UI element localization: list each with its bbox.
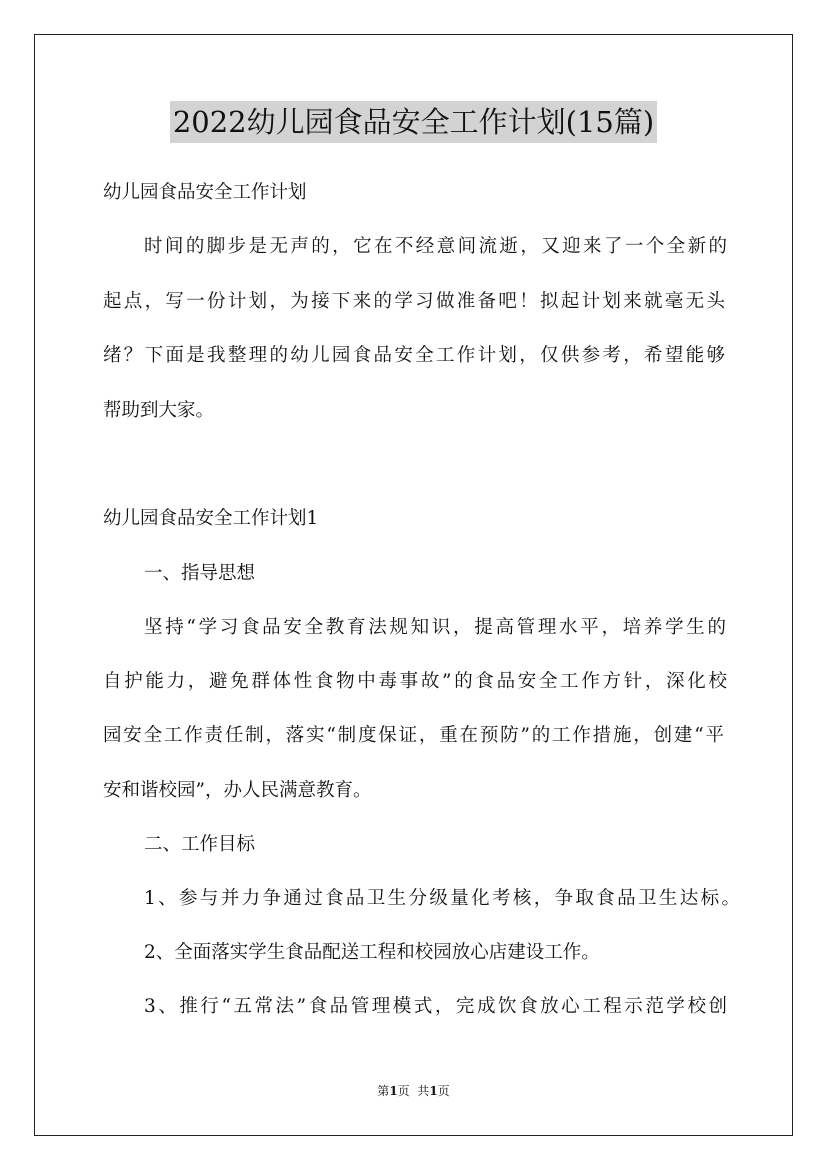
section1-line-4: 安和谐校园”，办人民满意教育。 [103, 780, 372, 801]
plan1-heading: 幼儿园食品安全工作计划1 [103, 508, 319, 529]
page-footer [0, 1083, 827, 1099]
goal-item-1: 1、参与并力争通过食品卫生分级量化考核，争取食品卫生达标。 [144, 888, 740, 909]
section1-title: 一、指导思想 [144, 563, 256, 584]
footer-page-prefix: 第 [377, 1084, 390, 1098]
footer-page-mid: 页 共 [397, 1084, 430, 1098]
section1-line-1: 坚持“学习食品安全教育法规知识，提高管理水平，培养学生的 [144, 617, 726, 638]
section1-line-2: 自护能力，避免群体性食物中毒事故”的食品安全工作方针，深化校 [103, 671, 727, 692]
intro-line-3: 绪？下面是我整理的幼儿园食品安全工作计划，仅供参考，希望能够 [103, 345, 725, 366]
section1-line-3: 园安全工作责任制，落实“制度保证，重在预防”的工作措施，创建“平 [103, 725, 724, 746]
intro-line-1: 时间的脚步是无声的，它在不经意间流逝，又迎来了一个全新的 [144, 236, 727, 257]
goal-item-2: 2、全面落实学生食品配送工程和校园放心店建设工作。 [144, 942, 600, 963]
footer-page-suffix: 页 [437, 1084, 450, 1098]
title-wrapper [0, 101, 827, 143]
goal-item-3: 3、推行“五常法”食品管理模式，完成饮食放心工程示范学校创 [144, 996, 727, 1017]
intro-line-2: 起点，写一份计划，为接下来的学习做准备吧！拟起计划来就毫无头 [103, 291, 725, 312]
intro-heading: 幼儿园食品安全工作计划 [103, 182, 307, 203]
section2-title: 二、工作目标 [144, 834, 256, 855]
footer-page-current: 1 [389, 1084, 398, 1098]
intro-line-4: 帮助到大家。 [103, 400, 215, 421]
footer-page-total: 1 [429, 1084, 438, 1098]
document-title: 2022幼儿园食品安全工作计划(15篇) [170, 101, 657, 143]
